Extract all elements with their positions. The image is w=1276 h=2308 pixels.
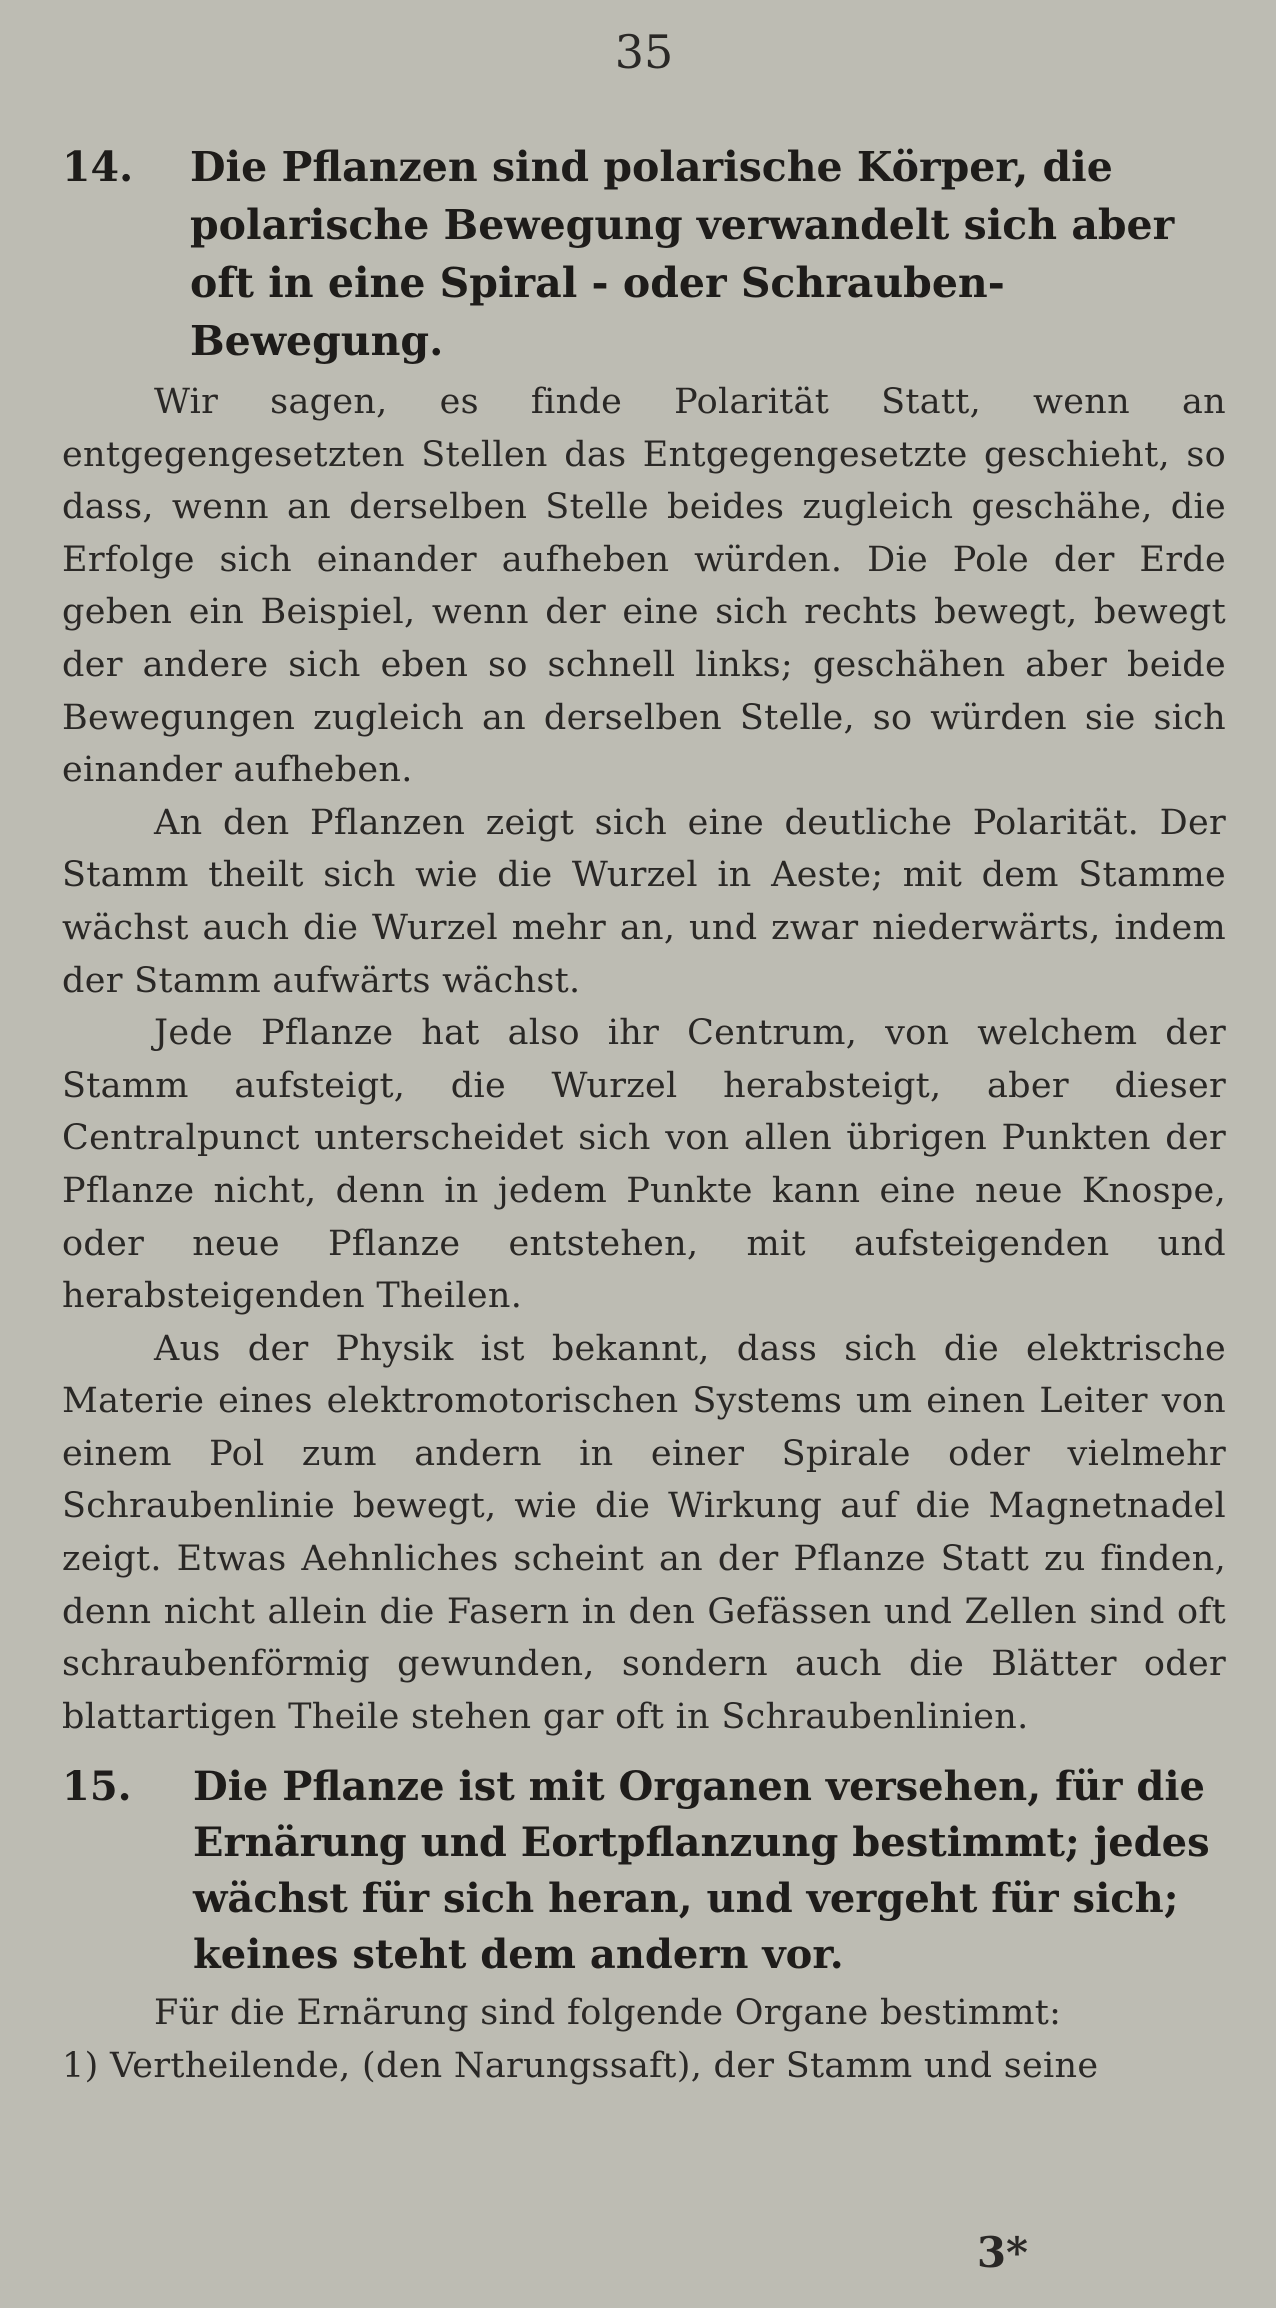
section-title: Die Pflanzen sind polarische Körper, die polarische Bewegung verwandelt sich aber oft in eine Spiral - oder Schrauben-Bewegung. <box>190 143 1175 365</box>
list-item: 1) Vertheilende, (den Narungssaft), der Stamm und seine <box>62 2046 1099 2087</box>
paragraph: An den Pflanzen zeigt sich eine deutliche Polarität. Der Stamm theilt sich wie die Wurzel in Aeste; mit dem Stamme wächst auch die Wurzel mehr an, und zwar niederwärts, indem der Stamm aufwärts wächst. <box>62 802 1226 1001</box>
paragraph: Aus der Physik ist bekannt, dass sich die elektrische Materie eines elektromotorischen Systems um einen Leiter von einem Pol zum andern in einer Spirale oder vielmehr Schraubenlinie bewegt, wie die Wirkung auf die Magnetnadel zeigt. Etwas Aehnliches scheint an der Pflanze Statt zu finden, denn nicht allein die Fasern in den Gefässen und Zellen sind oft schraubenförmig gewunden, sondern auch die Blätter oder blattartigen Theile stehen gar oft in Schraubenlinien. <box>62 1328 1226 1737</box>
page-number: 35 <box>614 25 674 79</box>
section-14 <box>62 138 1226 1743</box>
page-signature: 3* <box>976 2228 1028 2277</box>
paragraph: Wir sagen, es finde Polarität Statt, wenn an entgegengesetzten Stellen das Entgegengesetzte geschieht, so dass, wenn an derselben Stelle beides zugleich geschähe, die Erfolge sich einander aufheben würden. Die Pole der Erde geben ein Beispiel, wenn der eine sich rechts bewegt, bewegt der andere sich eben so schnell links; geschähen aber beide Bewegungen zugleich an derselben Stelle, so würden sie sich einander aufheben. <box>62 382 1226 791</box>
section-title: Die Pflanze ist mit Organen versehen, für die Ernärung und Eortpflanzung bestimmt; jedes wächst für sich heran, und vergeht für sich; keines steht dem andern vor. <box>193 1763 1210 1979</box>
section-number: 14. <box>62 143 134 191</box>
paragraph: Für die Ernärung sind folgende Organe bestimmt: <box>154 1993 1062 2034</box>
paragraph: Jede Pflanze hat also ihr Centrum, von welchem der Stamm aufsteigt, die Wurzel herabsteigt, aber dieser Centralpunct unterscheidet sich von allen übrigen Punkten der Pflanze nicht, denn in jedem Punkte kann eine neue Knospe, oder neue Pflanze entstehen, mit aufsteigenden und herabsteigenden Theilen. <box>62 1013 1226 1317</box>
section-heading <box>62 1759 1226 1983</box>
section-heading <box>62 138 1226 370</box>
section-15 <box>62 1759 1226 2092</box>
section-number: 15. <box>62 1763 132 1811</box>
